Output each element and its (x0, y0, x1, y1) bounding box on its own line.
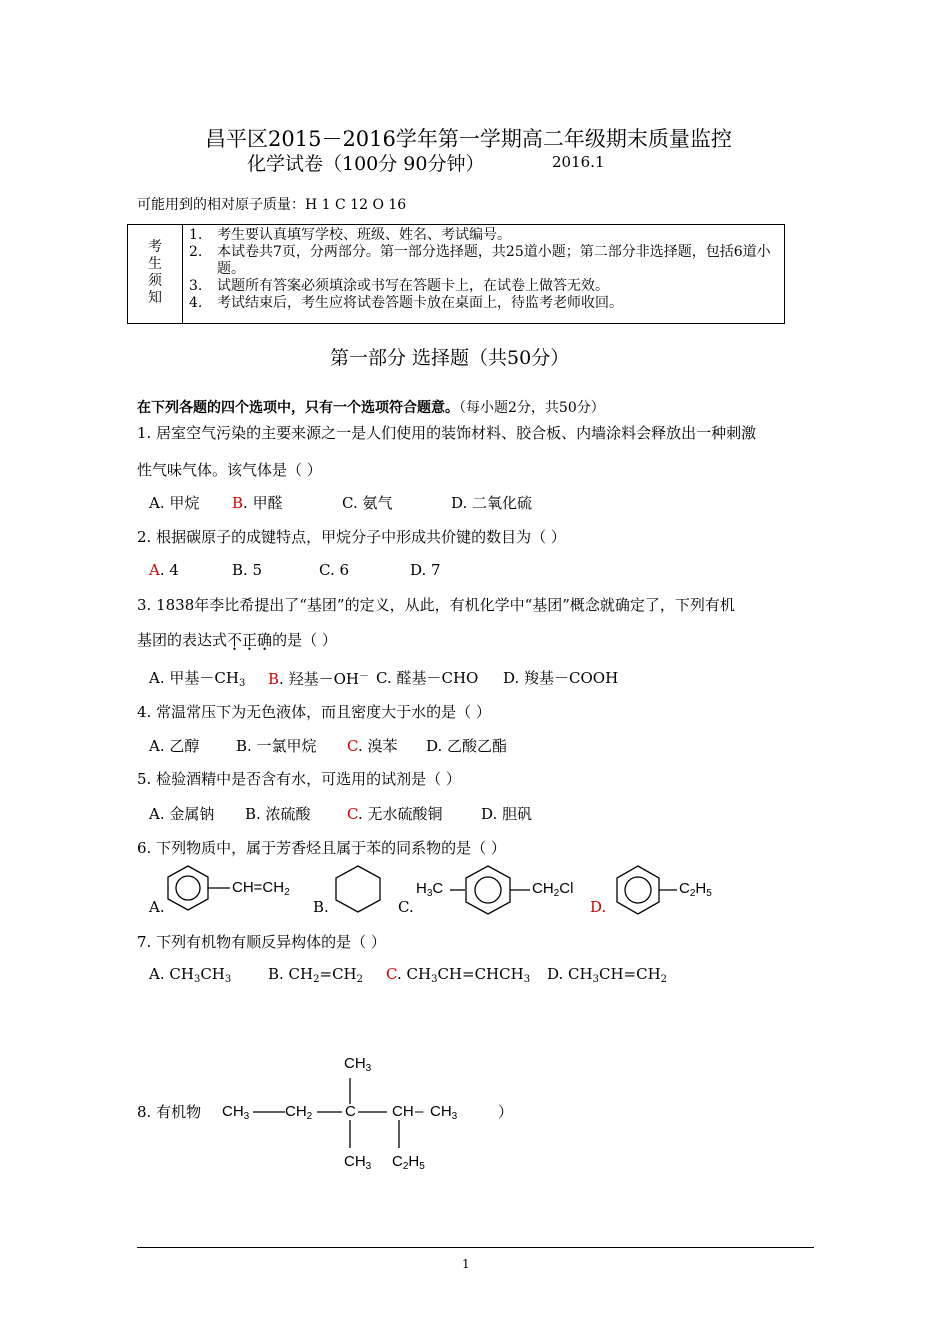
q2-answer-mark: A (149, 561, 160, 579)
notice-label-char: 须 (148, 273, 162, 289)
q1-option-b-text: . 甲醛 (243, 494, 283, 512)
q3-option-a (149, 667, 245, 689)
chem-text: CH (222, 1103, 244, 1120)
notice-item (183, 227, 784, 244)
chem-text: C (432, 880, 444, 897)
page-number: 1 (462, 1257, 470, 1271)
chem-text: CH (344, 1055, 366, 1072)
q3-answer-mark: B (268, 670, 280, 688)
q7-option-d-text: D. CH (547, 965, 593, 983)
notice-item-text: 考生要认真填写学校、班级、姓名、考试编号。 (217, 227, 511, 243)
cyclohexane-ring (336, 866, 380, 912)
subscript: 2 (402, 1161, 409, 1172)
superscript: － (358, 671, 369, 682)
q3-line2-post: 的是（ ） (272, 631, 337, 649)
emphasis-char: 不 (227, 631, 243, 649)
q3-option-b-text: . 羟基－OH (279, 670, 359, 688)
exam-subtitle: 化学试卷（100分 90分钟） (247, 153, 485, 175)
notice-item-num: 1. (189, 227, 203, 243)
chem-text: H (416, 880, 427, 897)
q4-option-a: A. 乙醇 (149, 737, 200, 755)
notice-item-text: 试题所有答案必须填涂或书写在答题卡上，在试卷上做答无效。 (217, 278, 609, 294)
subscript: 2 (689, 888, 696, 899)
q7-option-b (268, 965, 363, 985)
q2-option-a-text: . 4 (159, 561, 179, 579)
subscript: 2 (553, 888, 560, 899)
chem-text: CH (344, 1153, 366, 1170)
q6-chem-a (232, 879, 290, 898)
chem-text: CH (430, 1103, 452, 1120)
q1-answer-mark: B (232, 494, 244, 512)
q8-ch-right: CH (392, 1103, 414, 1120)
q4-option-b: B. 一氯甲烷 (236, 737, 317, 755)
part1-title: 第一部分 选择题（共50分） (330, 347, 570, 369)
subscript: 2 (660, 974, 668, 985)
subscript: 5 (419, 1161, 425, 1172)
subscript: 3 (592, 974, 599, 985)
subscript: 2 (356, 974, 364, 985)
q4-answer-mark: C (347, 737, 358, 755)
instruction-bold: 在下列各题的四个选项中，只有一个选项符合题意。 (137, 400, 459, 416)
q1-line2: 性气味气体。该气体是（ ） (137, 461, 322, 479)
notice-label-char: 知 (148, 290, 162, 306)
q4-option-c-text: . 溴苯 (357, 737, 398, 755)
q2-stem: 2. 根据碳原子的成键特点，甲烷分子中形成共价键的数目为（ ） (137, 528, 566, 546)
subscript: 3 (523, 974, 531, 985)
q8-ch3-bottom (344, 1153, 371, 1172)
q1-line1: 1. 居室空气污染的主要来源之一是人们使用的装饰材料、胶合板、内墙涂料会释放出一种刺激 (137, 424, 757, 442)
chem-text: CH (532, 880, 554, 897)
emphasis-char: 正 (242, 631, 258, 649)
q1-option-a: A. 甲烷 (149, 494, 200, 512)
q6-label-c: C. (398, 898, 414, 916)
footer-divider (137, 1247, 814, 1248)
q5-option-b: B. 浓硫酸 (245, 805, 311, 823)
q2-option-a (149, 561, 179, 579)
q8-ch3-right (430, 1103, 457, 1122)
chem-text: CH=CH (232, 879, 285, 896)
subscript: 3 (365, 1063, 372, 1074)
chem-text: CH (285, 1103, 307, 1120)
exam-title: 昌平区2015－2016学年第一学期高二年级期末质量监控 (205, 127, 732, 151)
chem-text: C (679, 880, 690, 897)
subscript: 3 (224, 974, 232, 985)
q5-option-a: A. 金属钠 (149, 805, 215, 823)
q5-option-c-text: . 无水硫酸铜 (357, 805, 443, 823)
subscript: 3 (243, 1111, 250, 1122)
q7-option-b-text: =CH (319, 965, 357, 983)
q1-option-c: C. 氨气 (342, 494, 393, 512)
notice-item (183, 278, 784, 295)
q3-option-a-text: A. 甲基－CH (149, 669, 239, 687)
q8-ch3-left (222, 1103, 249, 1122)
q3-option-b (268, 667, 369, 689)
subscript: 3 (365, 1161, 372, 1172)
q8-dash: – (415, 1103, 424, 1120)
notice-table (127, 224, 785, 324)
q6-stem: 6. 下列物质中，属于芳香烃且属于苯的同系物的是（ ） (137, 839, 506, 857)
notice-label-char: 考 (148, 239, 162, 255)
q3-option-c: C. 醛基－CHO (376, 669, 479, 687)
notice-item-text: 本试卷共7页，分两部分。第一部分选择题，共25道小题；第二部分非选择题，包括6道小题。 (217, 244, 771, 277)
q2-option-c: C. 6 (319, 561, 350, 579)
q6-label-a: A. (149, 898, 165, 916)
q6-label-d: D. (590, 898, 607, 916)
emphasis-char: 确 (257, 631, 273, 649)
q8-tail: ） (498, 1103, 514, 1121)
chem-text: C (392, 1153, 403, 1170)
q7-option-d (547, 965, 667, 985)
q1-option-d: D. 二氧化硫 (451, 494, 533, 512)
q8-c-center: C (345, 1103, 356, 1120)
q5-stem: 5. 检验酒精中是否含有水，可选用的试剂是（ ） (137, 770, 461, 788)
q5-option-d: D. 胆矾 (481, 805, 533, 823)
notice-item (183, 244, 784, 278)
benzene-ring-d (617, 866, 677, 914)
subscript: 2 (313, 974, 320, 985)
q7-stem: 7. 下列有机物有顺反异构体的是（ ） (137, 933, 386, 951)
q8-ch2 (285, 1103, 312, 1122)
benzene-ring-a (168, 866, 230, 910)
q7-option-a (149, 965, 231, 985)
q8-stem: 8. 有机物 (137, 1103, 202, 1121)
q2-option-b: B. 5 (232, 561, 263, 579)
q4-option-d: D. 乙酸乙酯 (426, 737, 508, 755)
q5-option-c (347, 803, 443, 824)
instruction-rest: （每小题2分，共50分） (459, 400, 605, 416)
subscript: 3 (451, 1111, 458, 1122)
q7-option-c (386, 965, 530, 985)
q6-chem-c-left (416, 880, 443, 899)
chem-text: H (408, 1153, 420, 1170)
notice-label-char: 生 (148, 256, 162, 272)
q3-line2 (137, 629, 337, 650)
subscript: 3 (193, 974, 201, 985)
notice-item-num: 3. (189, 278, 203, 294)
subscript: 5 (706, 888, 712, 899)
q2-option-d: D. 7 (410, 561, 441, 579)
q4-option-c (347, 735, 398, 756)
q4-stem: 4. 常温常压下为无色液体，而且密度大于水的是（ ） (137, 703, 491, 721)
q3-option-d: D. 羧基－COOH (503, 669, 619, 687)
q8-c2h5 (392, 1153, 425, 1172)
chem-text: Cl (559, 880, 574, 897)
notice-item (183, 295, 784, 312)
notice-item-text: 考试结束后，考生应将试卷答题卡放在桌面上，待监考老师收回。 (217, 295, 623, 311)
q6-label-b: B. (313, 898, 329, 916)
chem-text: H (695, 880, 707, 897)
subscript: 3 (426, 888, 433, 899)
q6-chem-d (679, 880, 712, 899)
q6-chem-c-right (532, 880, 573, 899)
q3-line1: 3. 1838年李比希提出了“基团”的定义，从此，有机化学中“基团”概念就确定了，下列有机 (137, 596, 735, 614)
q7-option-a-text: A. CH (149, 965, 194, 983)
q8-ch3-top (344, 1055, 371, 1074)
notice-items (183, 225, 785, 324)
q7-option-a-text: CH (200, 965, 225, 983)
benzene-ring-c (450, 866, 530, 914)
subscript: 2 (284, 887, 290, 898)
q7-option-d-text: CH=CH (598, 965, 661, 983)
subscript: 3 (238, 678, 246, 689)
notice-item-num: 4. (189, 295, 203, 311)
q7-option-c-text: CH=CHCH (437, 965, 524, 983)
notice-label (128, 225, 183, 324)
notice-item-num: 2. (189, 244, 203, 260)
part1-instruction (137, 397, 605, 417)
q1-option-b (232, 492, 283, 513)
subscript: 3 (431, 974, 438, 985)
q7-answer-mark: C (386, 965, 397, 983)
q5-answer-mark: C (347, 805, 358, 823)
exam-date: 2016.1 (552, 153, 605, 171)
subscript: 2 (306, 1111, 313, 1122)
q3-line2-pre: 基团的表达式 (137, 631, 228, 649)
q7-option-c-text: . CH (396, 965, 432, 983)
q7-option-b-text: B. CH (268, 965, 314, 983)
atomic-masses: 可能用到的相对原子质量：H 1 C 12 O 16 (137, 197, 407, 213)
